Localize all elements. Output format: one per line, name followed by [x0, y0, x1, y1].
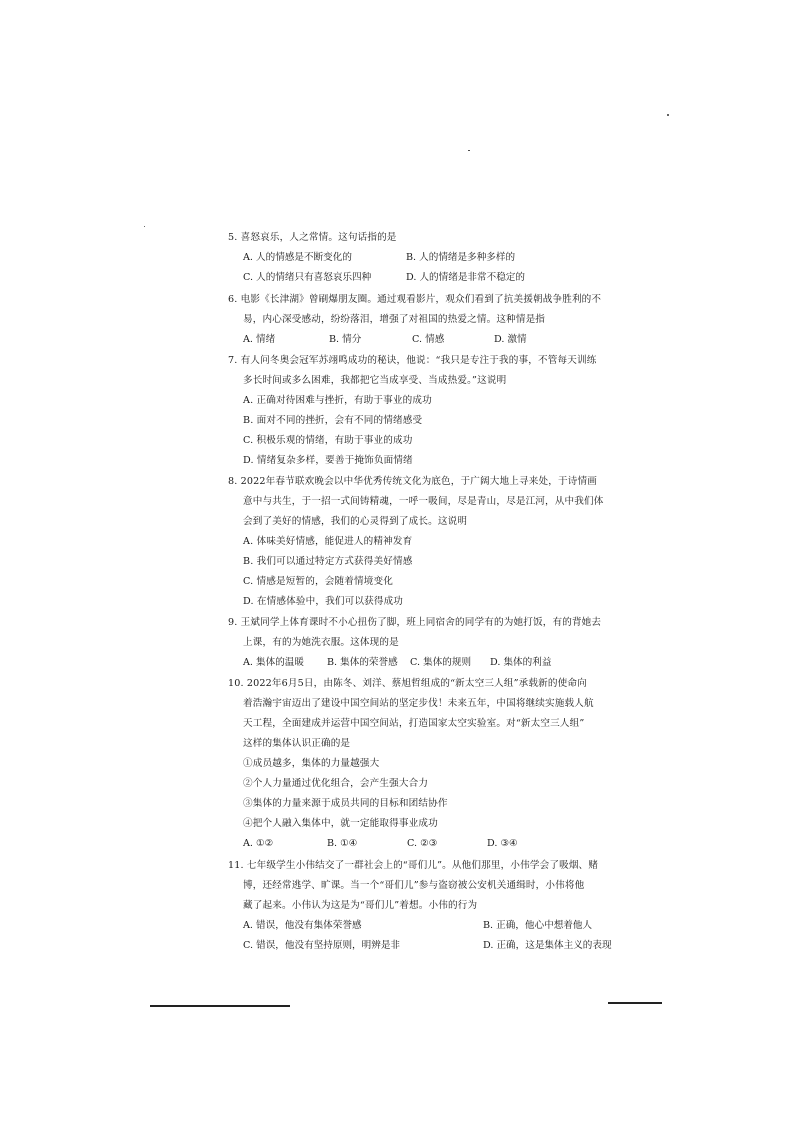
footer-rule-left	[150, 1005, 290, 1007]
statement-4: ④把个人融入集体中，就一定能取得事业成功	[243, 818, 438, 829]
option-row	[228, 330, 628, 350]
question-stem: 5. 喜怒哀乐，人之常情。这句话指的是	[228, 232, 397, 243]
option-row	[228, 916, 628, 936]
option-a: A. 错误，他没有集体荣誉感	[243, 920, 362, 931]
question-stem-cont: 这样的集体认识正确的是	[243, 738, 351, 749]
option-row	[228, 834, 628, 854]
question-9	[228, 613, 628, 673]
question-stem-cont: 天工程，全面建成并运营中国空间站，打造国家太空实验室。对“新太空三人组”	[243, 718, 585, 729]
question-stem-cont: 博，还经常逃学、旷课。当一个“哥们儿”参与盗窃被公安机关通缉时，小伟将他	[243, 880, 585, 891]
question-stem-cont: 上课，有的为她洗衣服。这体现的是	[243, 637, 399, 648]
option-d: D. 人的情绪是非常不稳定的	[406, 272, 525, 283]
scan-speck	[667, 114, 669, 116]
question-stem: 10. 2022年6月5日，由陈冬、刘洋、蔡旭哲组成的“新太空三人组”承载新的使命向	[228, 678, 587, 689]
option-c: C. 情感是短暂的，会随着情境变化	[243, 576, 393, 587]
option-a: A. 人的情感是不断变化的	[243, 252, 352, 263]
question-7	[228, 351, 628, 471]
option-row	[228, 268, 628, 288]
question-stem: 11. 七年级学生小伟结交了一群社会上的“哥们儿”。从他们那里，小伟学会了吸烟、赌	[228, 860, 599, 871]
option-a: A. 情绪	[243, 334, 276, 345]
option-a: A. 集体的温暖	[243, 657, 304, 668]
option-c: C. 情感	[412, 334, 445, 345]
statement-3: ③集体的力量来源于成员共同的目标和团结协作	[243, 798, 448, 809]
option-c: C. 集体的规则	[410, 657, 472, 668]
option-row	[228, 936, 628, 956]
question-stem-cont: 会到了美好的情感，我们的心灵得到了成长。这说明	[243, 516, 468, 527]
question-stem-cont: 多长时间或多么困难，我都把它当成享受、当成热爱。”这说明	[243, 375, 507, 386]
question-8	[228, 472, 628, 612]
option-b: B. 面对不同的挫折，会有不同的情绪感受	[243, 415, 423, 426]
option-d: D. 情绪复杂多样，要善于掩饰负面情绪	[243, 455, 413, 466]
option-b: B. 人的情绪是多种多样的	[406, 252, 516, 263]
footer-rule-right	[608, 1002, 662, 1004]
option-b: B. 集体的荣誉感	[327, 657, 398, 668]
question-5	[228, 228, 628, 288]
option-c: C. 人的情绪只有喜怒哀乐四种	[243, 272, 372, 283]
question-stem: 7. 有人问冬奥会冠军苏翊鸣成功的秘诀，他说：“我只是专注于我的事，不管每天训练	[228, 355, 597, 366]
question-stem: 8. 2022年春节联欢晚会以中华优秀传统文化为底色，于广阔大地上寻来处，于诗情画	[228, 476, 597, 487]
question-stem-cont: 意中与共生，于一招一式间铸精魂，一呼一吸间，尽是青山，尽是江河，从中我们体	[243, 496, 604, 507]
option-d: D. 在情感体验中，我们可以获得成功	[243, 596, 404, 607]
question-10	[228, 674, 628, 854]
statement-1: ①成员越多，集体的力量越强大	[243, 758, 380, 769]
question-11	[228, 856, 628, 956]
question-stem: 6. 电影《长津湖》曾刷爆朋友圈。通过观看影片，观众们看到了抗美援朝战争胜利的不	[228, 294, 602, 305]
statement-2: ②个人力量通过优化组合，会产生强大合力	[243, 778, 429, 789]
option-d: D. 激情	[494, 334, 527, 345]
question-stem-cont: 易，内心深受感动，纷纷落泪，增强了对祖国的热爱之情。这种情是指	[243, 314, 546, 325]
option-a: A. 正确对待困难与挫折，有助于事业的成功	[243, 395, 432, 406]
option-a: A. ①②	[243, 838, 274, 849]
option-d: D. 正确，这是集体主义的表现	[483, 940, 612, 951]
question-stem: 9. 王斌同学上体育课时不小心扭伤了脚，班上同宿舍的同学有的为她打饭，有的背她去	[228, 617, 602, 628]
option-row	[228, 653, 628, 673]
option-c: C. 积极乐观的情绪，有助于事业的成功	[243, 435, 413, 446]
option-c: C. ②③	[407, 838, 438, 849]
option-b: B. 正确，他心中想着他人	[483, 920, 593, 931]
option-d: D. 集体的利益	[490, 657, 552, 668]
option-c: C. 错误，他没有坚持原则，明辨是非	[243, 940, 401, 951]
scan-speck	[144, 226, 145, 227]
scan-speck	[468, 150, 470, 151]
option-d: D. ③④	[487, 838, 518, 849]
option-b: B. ①④	[327, 838, 358, 849]
option-a: A. 体味美好情感，能促进人的精神发育	[243, 536, 413, 547]
option-b: B. 情分	[329, 334, 362, 345]
option-b: B. 我们可以通过特定方式获得美好情感	[243, 556, 413, 567]
question-6	[228, 290, 628, 350]
option-row	[228, 248, 628, 268]
question-stem-cont: 着浩瀚宇宙迈出了建设中国空间站的坚定步伐！未来五年，中国将继续实施载人航	[243, 698, 594, 709]
question-stem-cont: 藏了起来。小伟认为这是为“哥们儿”着想。小伟的行为	[243, 900, 478, 911]
